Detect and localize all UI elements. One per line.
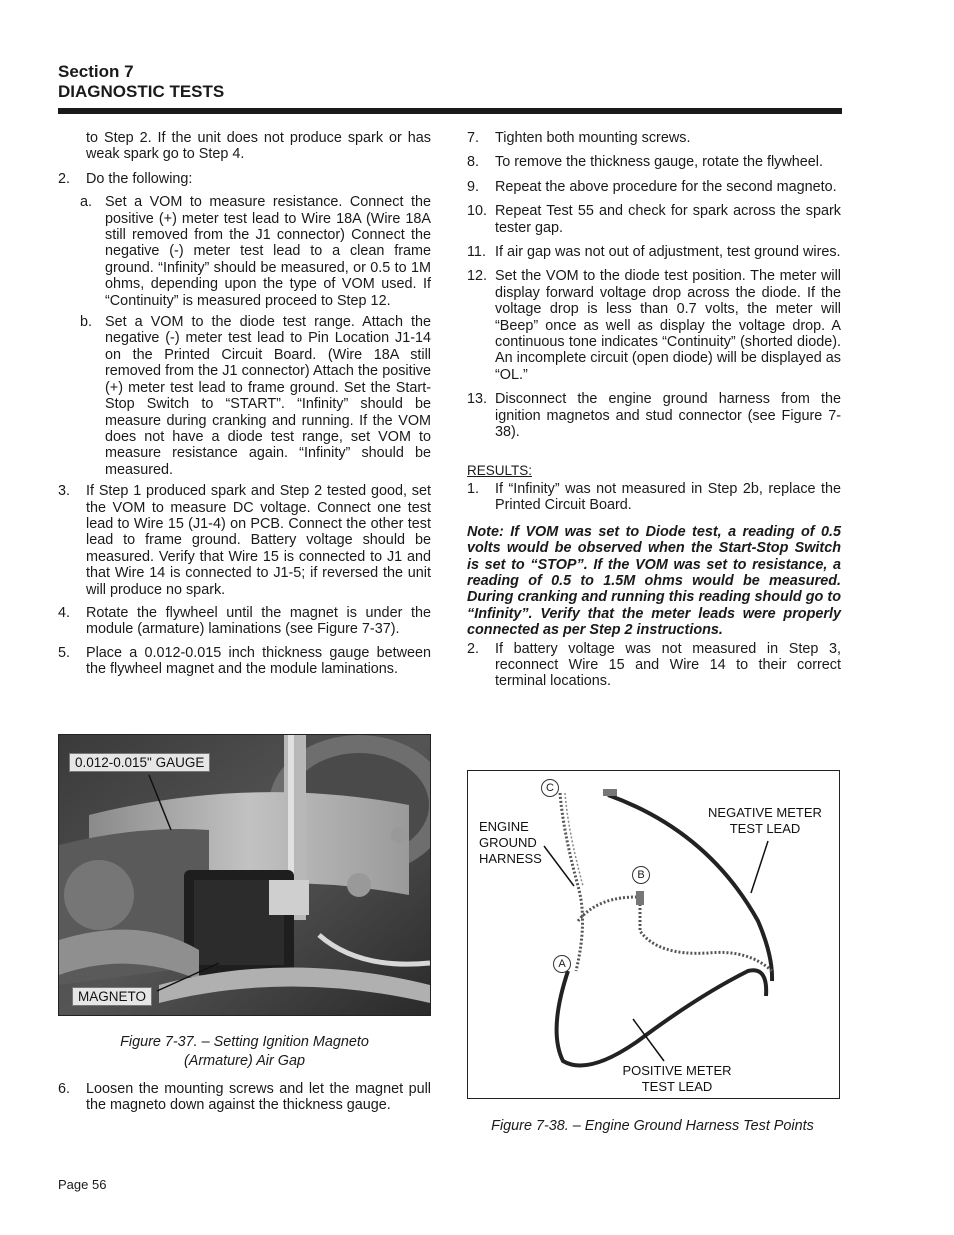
continuation-text: to Step 2. If the unit does not produce spark or has weak spark go to Step 4. <box>86 130 431 163</box>
list-item: 4. Rotate the flywheel until the magnet is under the module (armature) laminations (see Figure 7-37). <box>58 604 431 638</box>
header-rule <box>58 108 842 114</box>
list-item: 1. If “Infinity” was not measured in Step 2b, replace the Printed Circuit Board. <box>467 480 841 514</box>
list-item: 13. Disconnect the engine ground harness from the ignition magnetos and stud connector (see Figure 7-38). <box>467 391 841 441</box>
figure-7-37-caption: Figure 7-37. – Setting Ignition Magneto (Armature) Air Gap <box>120 1034 369 1069</box>
list-item: 9. Repeat the above procedure for the second magneto. <box>467 178 837 195</box>
list-item: a. Set a VOM to measure resistance. Connect the positive (+) meter test lead to Wire 18A (Wire 18A still removed from the J1 connector) Connect the negative (-) meter test lead to a clean frame ground. “Infinity” should be measured, or 0.5 to 1M ohms, depending upon the type of VOM used. If “Continuity” is measured proceed to Step 12. <box>80 194 431 309</box>
list-item: 7. Tighten both mounting screws. <box>467 130 691 146</box>
list-item: 2. If battery voltage was not measured in Step 3, reconnect Wire 15 and Wire 14 to their correct terminal locations. <box>467 640 841 690</box>
magneto-photo-illustration <box>59 735 430 1015</box>
positive-lead-label: POSITIVE METER TEST LEAD <box>622 1063 732 1094</box>
list-item: 12. Set the VOM to the diode test position. The meter will display forward voltage drop across the diode. If the voltage drop is less than 0.7 volts, the meter will “Beep” once as well as display the voltage drop. A continuous tone indicates “Continuity” (shorted diode). An incomplete circuit (open diode) will be displayed as “OL.” <box>467 268 841 383</box>
left-column-bottom <box>58 1081 431 1114</box>
point-b-marker: B <box>632 866 650 884</box>
magneto-label: MAGNETO <box>72 987 152 1006</box>
results-heading: RESULTS: <box>467 462 533 478</box>
point-c-marker: C <box>541 779 559 797</box>
negative-lead-label: NEGATIVE METER TEST LEAD <box>708 805 822 836</box>
engine-harness-label: ENGINE GROUND HARNESS <box>479 819 542 866</box>
right-column <box>467 130 841 690</box>
section-header <box>58 62 842 102</box>
section-title: DIAGNOSTIC TESTS <box>58 82 225 101</box>
page-number: Page 56 <box>58 1177 107 1192</box>
list-item: 2. Do the following: <box>58 170 193 187</box>
list-item: 6. Loosen the mounting screws and let the magnet pull the magneto down against the thickness gauge. <box>58 1081 431 1114</box>
list-item: 3. If Step 1 produced spark and Step 2 tested good, set the VOM to measure DC voltage. Connect one test lead to Wire 15 (J1-4) on PCB. Connect the other test lead to frame ground. Battery voltage should be measured. Verify that Wire 15 is connected to J1 and that Wire 14 is connected to J1-5; if reversed the unit will produce no spark. <box>58 483 431 598</box>
list-item: 8. To remove the thickness gauge, rotate the flywheel. <box>467 154 823 171</box>
figure-7-38-caption: Figure 7-38. – Engine Ground Harness Test Points <box>491 1118 814 1134</box>
gauge-label: 0.012-0.015" GAUGE <box>69 753 210 772</box>
figure-7-38-diagram <box>467 770 840 1099</box>
list-item: 11. If air gap was not out of adjustment, test ground wires. <box>467 244 841 261</box>
note-text: Note: If VOM was set to Diode test, a reading of 0.5 volts would be observed when the Start-Stop Switch is set to “STOP”. If the VOM was set to resistance, a reading of 0.5 to 1.5M ohms would be measured. During cranking and running this reading should go to “Infinity”. Verify that the meter leads were properly connected as per Step 2 instructions. <box>467 523 841 639</box>
figure-7-37-photo <box>58 734 431 1016</box>
left-column <box>58 130 431 678</box>
point-a-marker: A <box>553 955 571 973</box>
list-item: b. Set a VOM to the diode test range. Attach the negative (-) meter test lead to Pin Location J1-14 on the Printed Circuit Board. (Wire 18A still removed from the J1 connector) Attach the positive (+) meter test lead to frame ground. Set the Start-Stop Switch to “START”. “Infinity” should be measure during cranking and running. If the VOM does not have a diode test range, set VOM to measure resistance again. “Infinity” should be measured. <box>80 314 431 478</box>
section-number: Section 7 <box>58 62 134 81</box>
list-item: 10. Repeat Test 55 and check for spark across the spark tester gap. <box>467 203 841 236</box>
list-item: 5. Place a 0.012-0.015 inch thickness gauge between the flywheel magnet and the module laminations. <box>58 644 431 678</box>
